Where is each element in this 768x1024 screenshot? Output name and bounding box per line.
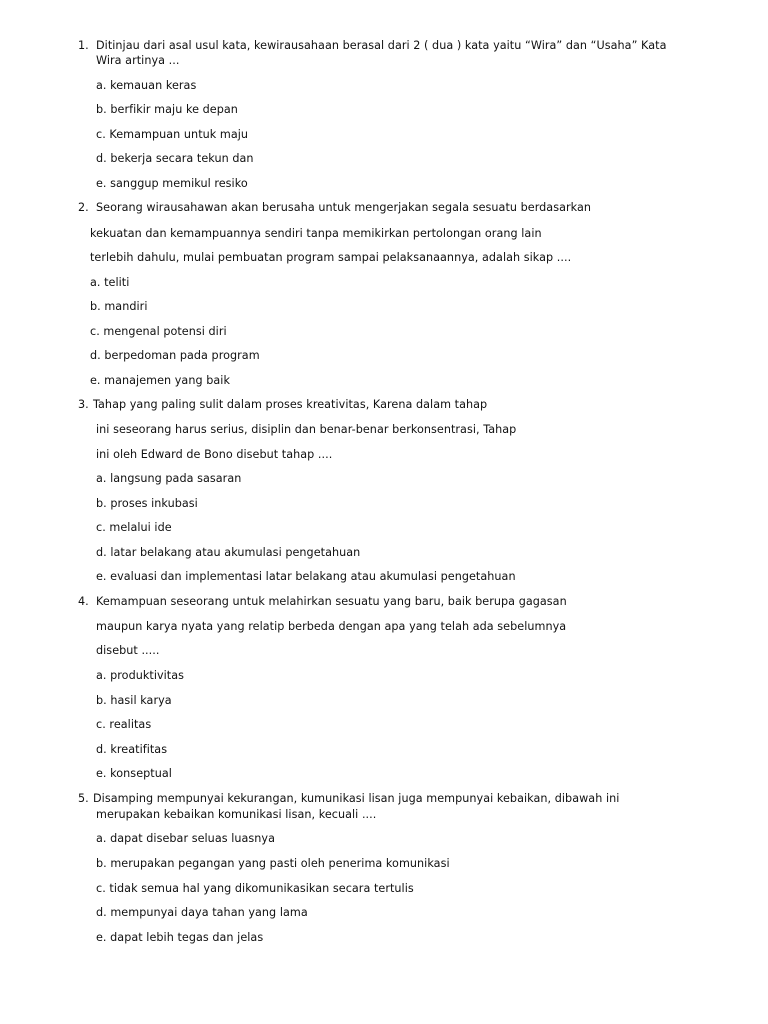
option-d: d. mempunyai daya tahan yang lama	[96, 906, 308, 919]
option-d: d. bekerja secara tekun dan	[96, 152, 254, 165]
option-a: a. teliti	[90, 276, 130, 289]
question-text: disebut .....	[96, 644, 160, 657]
option-a: a. kemauan keras	[96, 79, 197, 92]
option-e: e. konseptual	[96, 767, 172, 780]
question-number: 2.	[78, 201, 89, 214]
question-text: Disamping mempunyai kekurangan, kumunikasi lisan juga mempunyai kebaikan, dibawah ini	[93, 792, 620, 805]
option-c: c. tidak semua hal yang dikomunikasikan secara tertulis	[96, 882, 414, 895]
option-e: e. dapat lebih tegas dan jelas	[96, 931, 264, 944]
question-text: ini oleh Edward de Bono disebut tahap ....	[96, 448, 333, 461]
question-number: 4.	[78, 595, 89, 608]
question-number: 3.	[78, 398, 89, 411]
option-e: e. sanggup memikul resiko	[96, 177, 248, 190]
option-c: c. mengenal potensi diri	[90, 325, 227, 338]
question-text: terlebih dahulu, mulai pembuatan program sampai pelaksanaannya, adalah sikap ....	[90, 251, 572, 264]
question-text: Kemampuan seseorang untuk melahirkan sesuatu yang baru, baik berupa gagasan	[96, 595, 567, 608]
question-text: maupun karya nyata yang relatip berbeda dengan apa yang telah ada sebelumnya	[96, 620, 567, 633]
option-b: b. merupakan pegangan yang pasti oleh penerima komunikasi	[96, 857, 450, 870]
option-c: c. Kemampuan untuk maju	[96, 128, 249, 141]
question-number: 1.	[78, 39, 89, 52]
question-text: Tahap yang paling sulit dalam proses kreativitas, Karena dalam tahap	[93, 398, 488, 411]
question-text: Ditinjau dari asal usul kata, kewirausahaan berasal dari 2 ( dua ) kata yaitu “Wira” dan “Usaha” Kata	[96, 39, 667, 52]
option-e: e. manajemen yang baik	[90, 374, 230, 387]
question-text: Seorang wirausahawan akan berusaha untuk mengerjakan segala sesuatu berdasarkan	[96, 201, 592, 214]
question-text: kekuatan dan kemampuannya sendiri tanpa memikirkan pertolongan orang lain	[90, 227, 542, 240]
option-d: d. berpedoman pada program	[90, 349, 260, 362]
option-d: d. kreatifitas	[96, 743, 168, 756]
option-e: e. evaluasi dan implementasi latar belakang atau akumulasi pengetahuan	[96, 570, 516, 583]
option-a: a. langsung pada sasaran	[96, 472, 242, 485]
question-text: Wira artinya ...	[96, 54, 180, 67]
option-b: b. mandiri	[90, 300, 148, 313]
option-c: c. melalui ide	[96, 521, 172, 534]
question-number: 5.	[78, 792, 89, 805]
option-c: c. realitas	[96, 718, 152, 731]
option-b: b. berfikir maju ke depan	[96, 103, 238, 116]
option-a: a. dapat disebar seluas luasnya	[96, 832, 276, 845]
option-b: b. proses inkubasi	[96, 497, 198, 510]
option-d: d. latar belakang atau akumulasi pengetahuan	[96, 546, 361, 559]
option-a: a. produktivitas	[96, 669, 185, 682]
question-text: merupakan kebaikan komunikasi lisan, kecuali ....	[96, 808, 377, 821]
question-text: ini seseorang harus serius, disiplin dan benar-benar berkonsentrasi, Tahap	[96, 423, 517, 436]
option-b: b. hasil karya	[96, 694, 172, 707]
